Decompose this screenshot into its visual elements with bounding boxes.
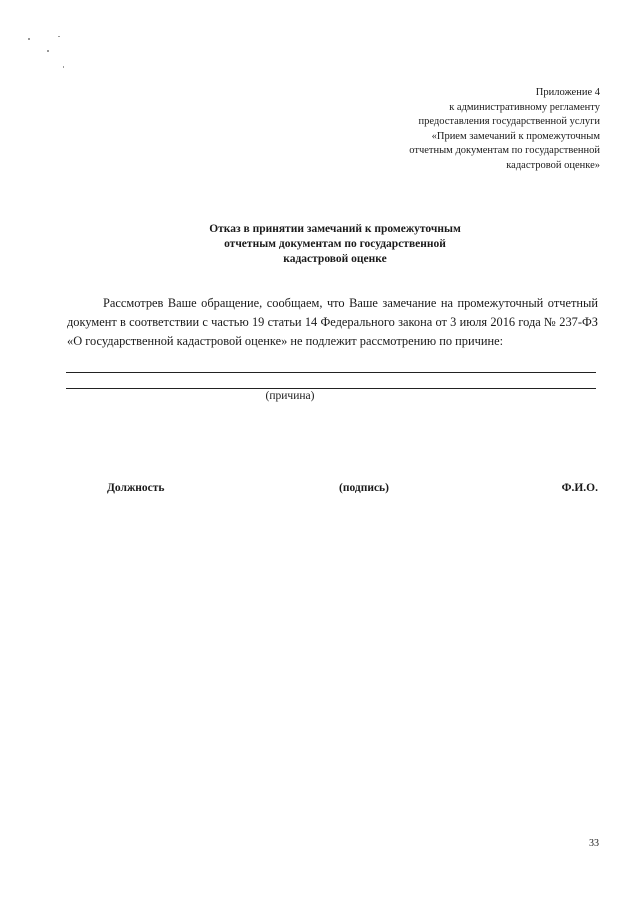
scan-artifact — [58, 36, 60, 37]
appendix-line: Приложение 4 — [535, 87, 600, 98]
scan-artifact — [63, 66, 64, 68]
reason-caption: (причина) — [265, 390, 315, 402]
signature-label: (подпись) — [339, 482, 389, 494]
appendix-line: «Прием замечаний к промежуточным — [431, 130, 600, 142]
title-line: Отказ в принятии замечаний к промежуточным — [209, 223, 461, 235]
position-label: Должность — [107, 482, 165, 494]
reason-line — [66, 388, 596, 389]
document-title — [150, 222, 520, 267]
appendix-line: к административному регламенту — [449, 101, 600, 113]
body-paragraph: Рассмотрев Ваше обращение, сообщаем, что Ваше замечание на промежуточный отчетный документ в соответствии с частью 19 статьи 14 Федерального закона от 3 июля 2016 года № 237-ФЗ «О государственной кадастровой оценке» не подлежит рассмотрению по причине: — [67, 296, 598, 348]
page-number: 33 — [589, 838, 599, 849]
appendix-line: отчетным документам по государственной — [409, 145, 600, 157]
title-line: отчетным документам по государственной — [224, 238, 446, 250]
title-line: кадастровой оценке — [283, 253, 387, 265]
reason-line — [66, 372, 596, 373]
appendix-header — [340, 86, 600, 174]
scan-artifact — [47, 50, 49, 52]
appendix-line: предоставления государственной услуги — [418, 116, 600, 128]
fio-label: Ф.И.О. — [561, 482, 598, 494]
scan-artifact — [28, 38, 30, 40]
appendix-line: кадастровой оценке» — [506, 159, 600, 171]
